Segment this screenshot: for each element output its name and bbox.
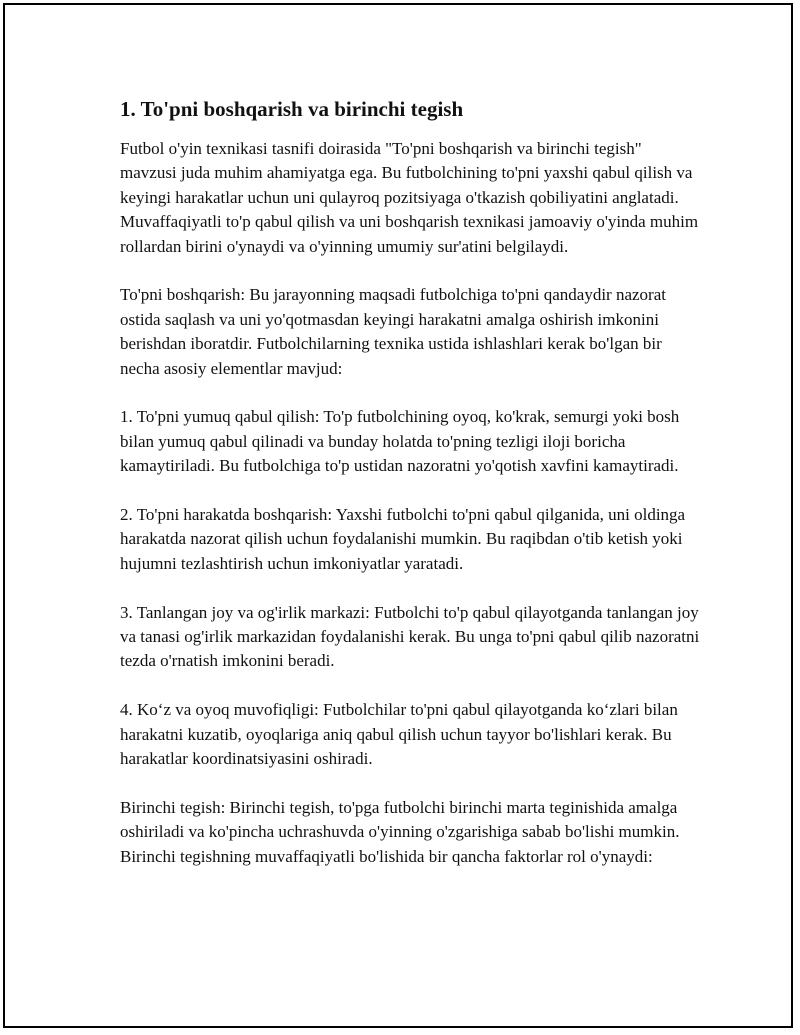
- paragraph-item-3: 3. Tanlangan joy va og'irlik markazi: Futbolchi to'p qabul qilayotganda tanlangan joy va tanasi og'irlik markazidan foydalanishi kerak. Bu unga to'pni qabul qilib nazoratni tezda o'rnatish imkonini beradi.: [120, 602, 700, 671]
- paragraph-ball-control: To'pni boshqarish: Bu jarayonning maqsadi futbolchiga to'pni qandaydir nazorat ostida saqlash va uni yo'qotmasdan keyingi harakatni amalga oshirish imkonini berishdan iboratdir. Futbolchilarning texnika ustida ishlashlari kerak bo'lgan bir necha asosiy elementlar mavjud:: [120, 285, 666, 378]
- page-frame: [3, 3, 793, 1028]
- document-title: 1. To'pni boshqarish va birinchi tegish: [120, 97, 464, 121]
- paragraph-item-4: 4. Ko‘z va oyoq muvofiqligi: Futbolchilar to'pni qabul qilayotganda ko‘zlari bilan harakatni kuzatib, oyoqlariga aniq qabul qilish uchun tayyor bo'lishlari kerak. Bu harakatlar koordinatsiyasini oshiradi.: [120, 700, 678, 769]
- document-body: [120, 93, 700, 893]
- paragraph-item-1: 1. To'pni yumuq qabul qilish: To'p futbolchining oyoq, ko'krak, semurgi yoki bosh bilan yumuq qabul qilinadi va bunday holatda to'pning tezligi iloji boricha kamaytiriladi. Bu futbolchiga to'p ustidan nazoratni yo'qotish xavfini kamaytiradi.: [120, 407, 680, 476]
- paragraph-intro: Futbol o'yin texnikasi tasnifi doirasida "To'pni boshqarish va birinchi tegish" mavzusi juda muhim ahamiyatga ega. Bu futbolchining to'pni yaxshi qabul qilish va keyingi harakatlar uchun uni qulayroq pozitsiyaga o'tkazish qobiliyatini anglatadi. Muvaffaqiyatli to'p qabul qilish va uni boshqarish texnikasi jamoaviy o'yinda muhim rollardan birini o'ynaydi va o'yinning umumiy sur'atini belgilaydi.: [120, 139, 699, 256]
- paragraph-item-2: 2. To'pni harakatda boshqarish: Yaxshi futbolchi to'pni qabul qilganida, uni oldinga harakatda nazorat qilish uchun foydalanishi mumkin. Bu raqibdan o'tib ketish yoki hujumni tezlashtirish uchun imkoniyatlar yaratadi.: [120, 505, 686, 573]
- paragraph-first-touch: Birinchi tegish: Birinchi tegish, to'pga futbolchi birinchi marta teginishida amalga oshiriladi va ko'pincha uchrashuvda o'yinning o'zgarishiga sabab bo'lishi mumkin. Birinchi tegishning muvaffaqiyatli bo'lishida bir qancha faktorlar rol o'ynaydi:: [120, 797, 680, 866]
